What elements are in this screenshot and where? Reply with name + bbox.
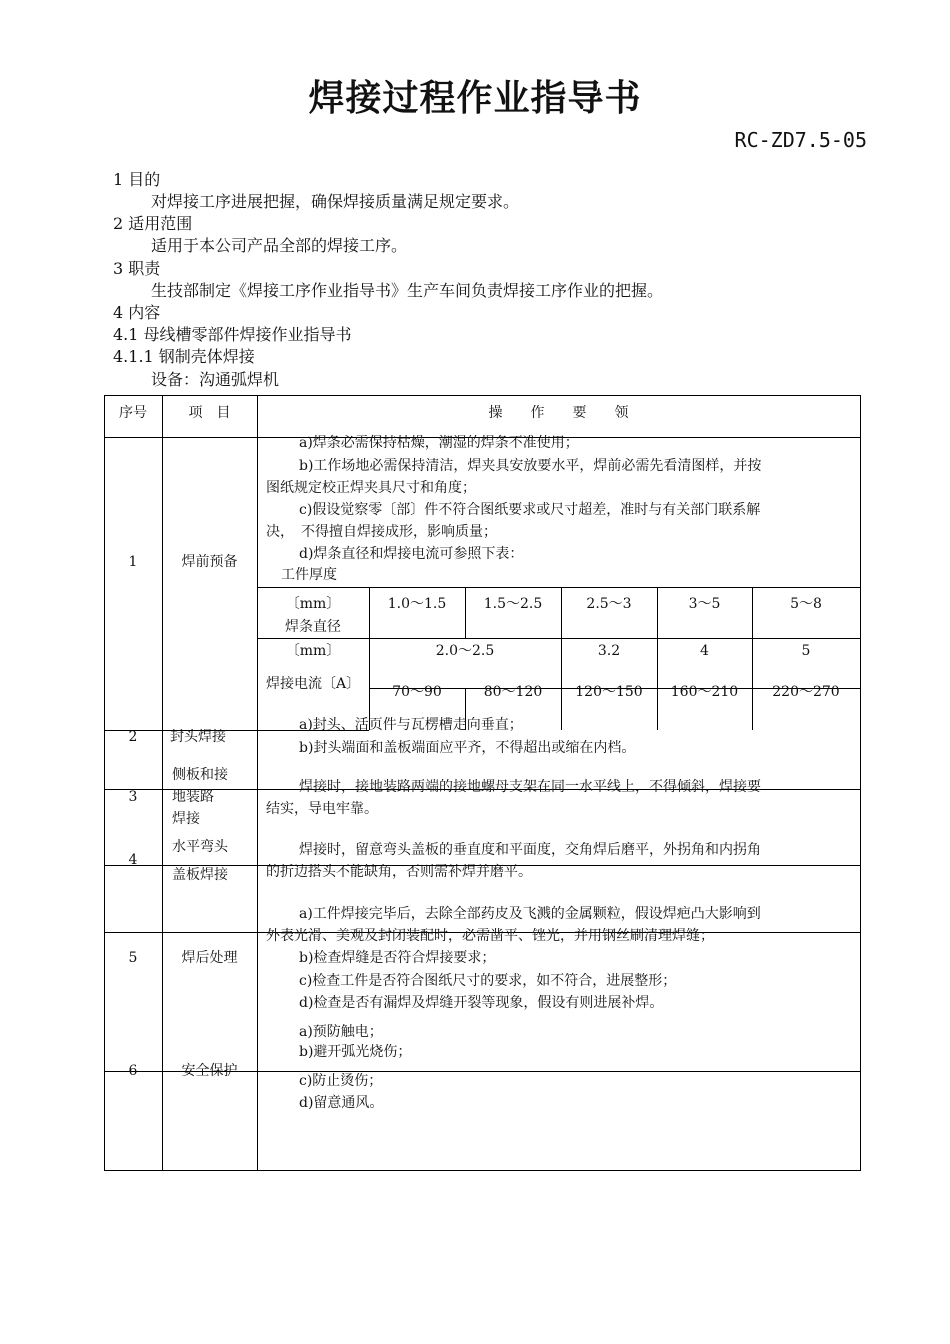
thickness-value: 2.5～3 [586, 596, 632, 612]
document-title: 焊接过程作业指导书 [308, 78, 642, 119]
row-3-no: 3 [128, 789, 138, 805]
row-2-line-b: b)封头端面和盖板端面应平齐，不得超出或缩在内档。 [299, 740, 636, 756]
row-3-item-line: 侧板和接 [172, 767, 228, 783]
sub-label-unit-2: 〔mm〕 [285, 643, 341, 659]
section-4-1-1-heading: 4.1.1 钢制壳体焊接 [113, 347, 255, 366]
row-6-item: 安全保护 [181, 1063, 238, 1079]
section-4-1-heading: 4.1 母线槽零部件焊接作业指导书 [113, 325, 352, 344]
row-3-line-1: 焊接时，接地装路两端的接地螺母支架在同一水平线上，不得倾斜，焊接要 [299, 779, 761, 795]
row-6-no: 6 [128, 1063, 138, 1079]
row-5-no: 5 [128, 950, 138, 966]
current-value: 70～90 [392, 684, 442, 700]
thickness-value: 1.5～2.5 [483, 596, 543, 612]
header-item: 项 目 [188, 405, 231, 421]
current-value: 220～270 [772, 684, 840, 700]
section-2-heading: 2 适用范围 [113, 214, 193, 233]
equipment-line: 设备：沟通弧焊机 [151, 370, 280, 389]
current-value: 80～120 [483, 684, 543, 700]
row-1-line-a: a)焊条必需保持枯燥，潮湿的焊条不准使用； [299, 435, 579, 451]
row-5-line-d: d)检查是否有漏焊及焊缝开裂等现象，假设有则进展补焊。 [299, 995, 664, 1011]
header-steps: 操 作 要 领 [488, 405, 629, 421]
row-4-line-1: 焊接时，留意弯头盖板的垂直度和平面度，交角焊后磨平，外拐角和内拐角 [299, 842, 761, 858]
sub-label-current: 焊接电流〔A〕 [266, 676, 361, 692]
row-2-item: 封头焊接 [170, 729, 226, 745]
diameter-value: 3.2 [597, 643, 621, 659]
sub-label-unit-1: 〔mm〕 [285, 596, 341, 612]
header-no: 序号 [119, 405, 147, 421]
row-2-no: 2 [128, 729, 138, 745]
document-number: RC-ZD7.5-05 [734, 128, 867, 152]
row-3-item-line: 地装路 [172, 789, 214, 805]
sub-label-thickness: 工件厚度 [281, 567, 337, 583]
row-1-line-c-cont: 决， 不得擅自焊接成形，影响质量； [266, 524, 497, 540]
diameter-value: 4 [700, 643, 709, 659]
row-5-line-b: b)检查焊缝是否符合焊接要求； [299, 950, 496, 966]
row-1-item: 焊前预备 [181, 554, 238, 570]
row-6-line-a: a)预防触电； [299, 1024, 383, 1040]
row-4-line-2: 的折边搭头不能缺角，否则需补焊并磨平。 [266, 864, 532, 880]
section-1-heading: 1 目的 [113, 170, 161, 189]
row-6-line-b: b)避开弧光烧伤； [299, 1044, 412, 1060]
row-5-line-c: c)检查工件是否符合图纸尺寸的要求，如不符合，进展整形； [299, 973, 677, 989]
thickness-value: 1.0～1.5 [387, 596, 447, 612]
current-value: 120～150 [575, 684, 643, 700]
row-4-no: 4 [128, 852, 138, 868]
row-5-line-a: a)工件焊接完毕后，去除全部药皮及飞溅的金属颗粒，假设焊疤凸大影响到 [299, 906, 761, 922]
thickness-value: 3～5 [688, 596, 721, 612]
section-2-text: 适用于本公司产品全部的焊接工序。 [151, 236, 408, 255]
section-1-text: 对焊接工序进展把握，确保焊接质量满足规定要求。 [151, 192, 520, 211]
diameter-value: 2.0～2.5 [435, 643, 495, 659]
row-3-line-2: 结实，导电牢靠。 [266, 801, 378, 817]
row-3-item-line: 焊接 [172, 811, 200, 827]
row-5-line-a-cont: 外表光滑、美观及封闭装配时，必需凿平、锉光，并用钢丝刷清理焊缝； [266, 928, 714, 944]
thickness-value: 5～8 [790, 596, 822, 612]
row-1-line-c: c)假设觉察零〔部〕件不符合图纸要求或尺寸超差，准时与有关部门联系解 [299, 502, 761, 518]
diameter-value: 5 [801, 643, 811, 659]
row-1-line-b: b)工作场地必需保持清洁，焊夹具安放要水平，焊前必需先看清图样，并按 [299, 458, 762, 474]
sub-label-diameter: 焊条直径 [285, 619, 341, 635]
row-1-line-d: d)焊条直径和焊接电流可参照下表： [299, 546, 524, 562]
section-3-heading: 3 职责 [113, 259, 161, 278]
row-6-line-c: c)防止烫伤； [299, 1073, 383, 1089]
row-1-line-b-cont: 图纸规定校正焊夹具尺寸和角度； [266, 480, 476, 496]
row-6-line-d: d)留意通风。 [299, 1095, 384, 1111]
row-1-no: 1 [128, 554, 138, 570]
section-3-text: 生技部制定《焊接工序作业指导书》生产车间负责焊接工序作业的把握。 [151, 281, 664, 300]
current-value: 160～210 [670, 684, 739, 700]
row-4-item-line: 盖板焊接 [172, 867, 228, 883]
section-4-heading: 4 内容 [113, 303, 161, 322]
row-4-item-line: 水平弯头 [172, 839, 228, 855]
row-5-item: 焊后处理 [181, 950, 238, 966]
row-2-line-a: a)封头、活页件与瓦楞槽走向垂直； [299, 717, 523, 733]
